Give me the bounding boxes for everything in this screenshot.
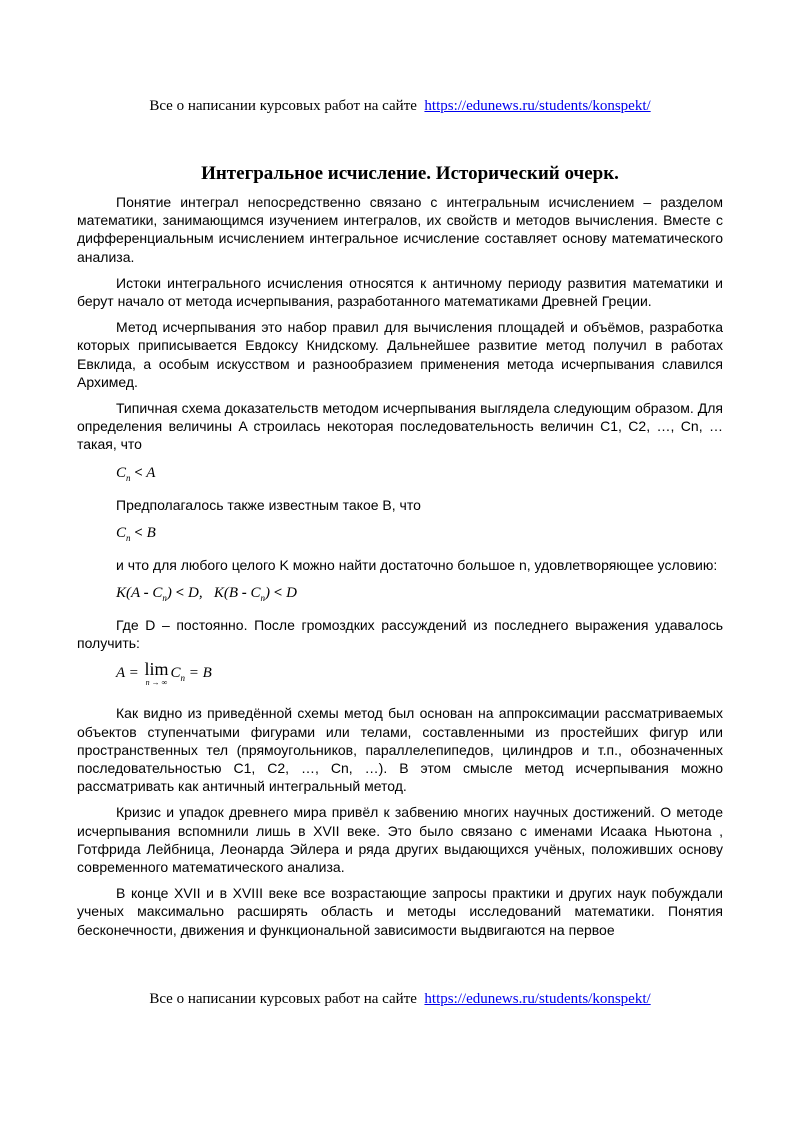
limit-operator: lim n → ∞ <box>144 659 169 688</box>
header-banner <box>0 97 800 115</box>
paragraph: Кризис и упадок древнего мира привёл к забвению многих научных достижений. О методе исчерпывания вспомнили лишь в XVII веке. Это было связано с именами Исаака Ньютона , Готфрида Лейбница, Леонарда Эйлера и ряда других выдающихся учёных, положивших основу современного математического анализа. <box>77 804 723 876</box>
paragraph: Как видно из приведённой схемы метод был основан на аппроксимации рассматриваемых объектов ступенчатыми фигурами или телами, составленными из простейших фигур или пространственных тел (прямоугольников, параллелепипедов, цилиндров и т.п., обозначенных последовательностью C1, C2, …, Cn, …). В этом смысле метод исчерпывания можно рассматривать как античный интегральный метод. <box>77 705 723 795</box>
banner-link[interactable]: https://edunews.ru/students/konspekt/ <box>424 98 651 114</box>
document-body <box>77 163 723 947</box>
paragraph: Метод исчерпывания это набор правил для вычисления площадей и объёмов, разработка которых приписывается Евдоксу Книдскому. Дальнейшее развитие метод получил в работах Евклида, а особым искусством и разнообразием применения метода исчерпывания славился Архимед. <box>77 319 723 390</box>
paragraph: Понятие интеграл непосредственно связано с интегральным исчислением – разделом математики, занимающимся изучением интегралов, их свойств и методов вычисления. Вместе с дифференциальным исчислением интегральное исчисление составляет основу математического анализа. <box>77 194 723 265</box>
banner-text: Все о написании курсовых работ на сайте <box>149 991 417 1007</box>
formula-cn-less-a: $C_n < A$ <box>116 464 156 483</box>
paragraph: и что для любого целого K можно найти достаточно большое n, удовлетворяющее условию: <box>116 556 718 573</box>
banner-text: Все о написании курсовых работ на сайте <box>149 98 417 114</box>
banner-link[interactable]: https://edunews.ru/students/konspekt/ <box>424 991 651 1007</box>
formula-cn-less-b: $C_n < B$ <box>116 524 156 543</box>
paragraph: Типичная схема доказательств методом исчерпывания выглядела следующим образом. Для определения величины A строилась некоторая последовательность величин C1, C2, …, Cn, … такая, что <box>77 400 723 453</box>
document-title: Интегральное исчисление. Исторический очерк. <box>201 163 619 184</box>
paragraph: Истоки интегрального исчисления относятся к античному периоду развития математики и берут начало от метода исчерпывания, разработанного математиками Древней Греции. <box>77 274 723 310</box>
formula-k-inequalities: $K(A - C_n) < D$, $K(B - C_n) < D$ <box>116 585 297 604</box>
paragraph: В конце XVII и в XVIII веке все возрастающие запросы практики и других наук побуждали ученых максимально расширять область и методы исследований математики. Понятия бесконечности, движения и функциональной зависимости выдвигаются на первое <box>77 885 723 938</box>
paragraph: Предполагалось также известным такое B, что <box>116 496 421 513</box>
paragraph: Где D – постоянно. После громоздких рассуждений из последнего выражения удавалось получить: <box>77 617 723 652</box>
formula-limit: A = lim n → ∞ $C_n = B$ <box>116 659 212 688</box>
footer-banner <box>0 990 800 1008</box>
